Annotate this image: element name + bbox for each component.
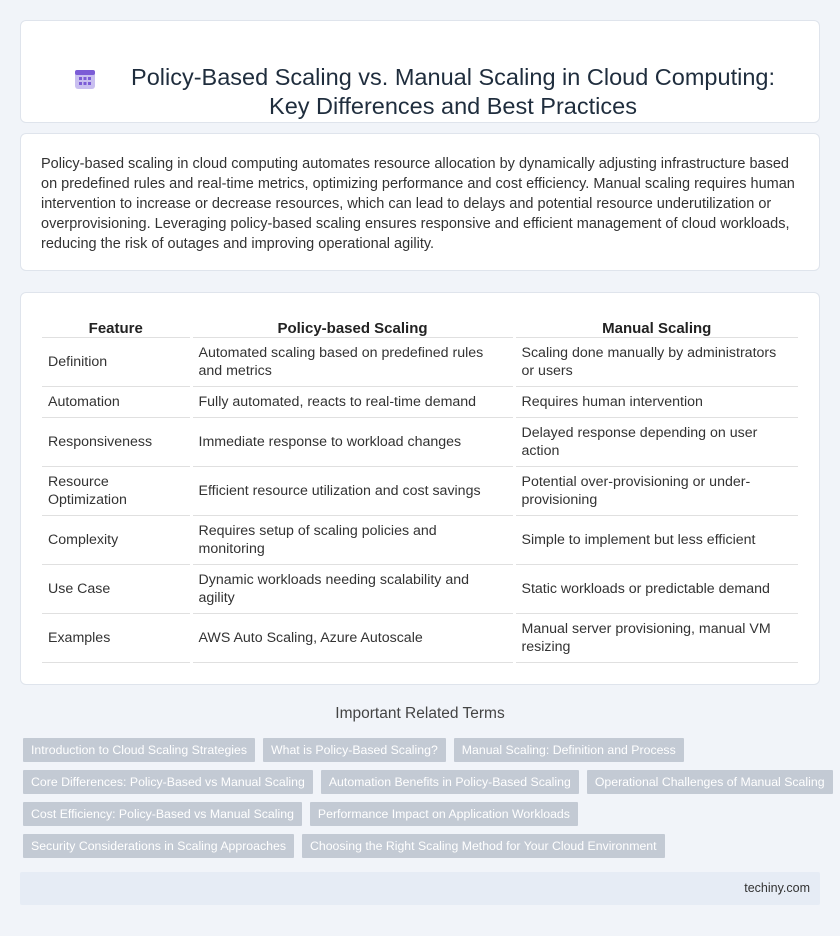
related-term-tag[interactable]: Manual Scaling: Definition and Process xyxy=(454,738,684,762)
row-policy-based: Fully automated, reacts to real-time demand xyxy=(191,386,514,417)
table-row xyxy=(42,466,798,515)
related-term-tag[interactable]: Choosing the Right Scaling Method for Your Cloud Environment xyxy=(302,834,665,858)
related-term-tag[interactable]: Automation Benefits in Policy-Based Scaling xyxy=(321,770,579,794)
footer-site-link[interactable]: techiny.com xyxy=(744,881,810,895)
related-term-tag[interactable]: Cost Efficiency: Policy-Based vs Manual Scaling xyxy=(23,802,302,826)
intro-card xyxy=(20,133,820,271)
comparison-table-card xyxy=(20,292,820,685)
table-row xyxy=(42,564,798,613)
row-policy-based: AWS Auto Scaling, Azure Autoscale xyxy=(191,613,514,662)
related-term-tag[interactable]: Core Differences: Policy-Based vs Manual Scaling xyxy=(23,770,313,794)
row-feature: Examples xyxy=(42,613,191,662)
header-manual: Manual Scaling xyxy=(514,315,798,337)
row-manual: Simple to implement but less efficient xyxy=(514,515,798,564)
row-feature: Complexity xyxy=(42,515,191,564)
table-row xyxy=(42,337,798,386)
row-policy-based: Immediate response to workload changes xyxy=(191,417,514,466)
title-card xyxy=(20,20,820,123)
header-feature: Feature xyxy=(42,315,191,337)
related-term-tag[interactable]: Performance Impact on Application Workloads xyxy=(310,802,578,826)
row-feature: Responsiveness xyxy=(42,417,191,466)
row-manual: Requires human intervention xyxy=(514,386,798,417)
related-term-tag[interactable]: Introduction to Cloud Scaling Strategies xyxy=(23,738,255,762)
row-feature: Use Case xyxy=(42,564,191,613)
row-policy-based: Requires setup of scaling policies and monitoring xyxy=(191,515,514,564)
related-term-tag[interactable]: Security Considerations in Scaling Approaches xyxy=(23,834,294,858)
row-manual: Static workloads or predictable demand xyxy=(514,564,798,613)
calendar-icon xyxy=(73,67,97,91)
row-manual: Potential over-provisioning or under-provisioning xyxy=(514,466,798,515)
header-policy-based: Policy-based Scaling xyxy=(191,315,514,337)
row-policy-based: Efficient resource utilization and cost savings xyxy=(191,466,514,515)
related-terms-tags xyxy=(23,738,823,866)
table-row xyxy=(42,417,798,466)
row-feature: Definition xyxy=(42,337,191,386)
related-term-tag[interactable]: What is Policy-Based Scaling? xyxy=(263,738,446,762)
row-feature: Automation xyxy=(42,386,191,417)
related-terms-heading: Important Related Terms xyxy=(335,705,505,722)
table-row xyxy=(42,515,798,564)
related-term-tag[interactable]: Operational Challenges of Manual Scaling xyxy=(587,770,833,794)
footer xyxy=(20,872,820,905)
row-manual: Delayed response depending on user action xyxy=(514,417,798,466)
row-policy-based: Dynamic workloads needing scalability and agility xyxy=(191,564,514,613)
table-header-row xyxy=(42,315,798,337)
table-row xyxy=(42,386,798,417)
table-row xyxy=(42,613,798,662)
page-title: Policy-Based Scaling vs. Manual Scaling in Cloud Computing: Key Differences and Best Practices xyxy=(131,64,775,119)
comparison-table xyxy=(42,315,798,663)
intro-paragraph: Policy-based scaling in cloud computing automates resource allocation by dynamically adjusting infrastructure based on predefined rules and real-time metrics, optimizing performance and cost efficiency. Manual scaling requires human intervention to increase or decrease resources, which can lead to delays and potential resource underutilization or overprovisioning. Leveraging policy-based scaling ensures responsive and efficient management of cloud workloads, reducing the risk of outages and improving operational agility. xyxy=(41,156,795,252)
row-policy-based: Automated scaling based on predefined rules and metrics xyxy=(191,337,514,386)
row-manual: Scaling done manually by administrators or users xyxy=(514,337,798,386)
row-feature: Resource Optimization xyxy=(42,466,191,515)
row-manual: Manual server provisioning, manual VM resizing xyxy=(514,613,798,662)
